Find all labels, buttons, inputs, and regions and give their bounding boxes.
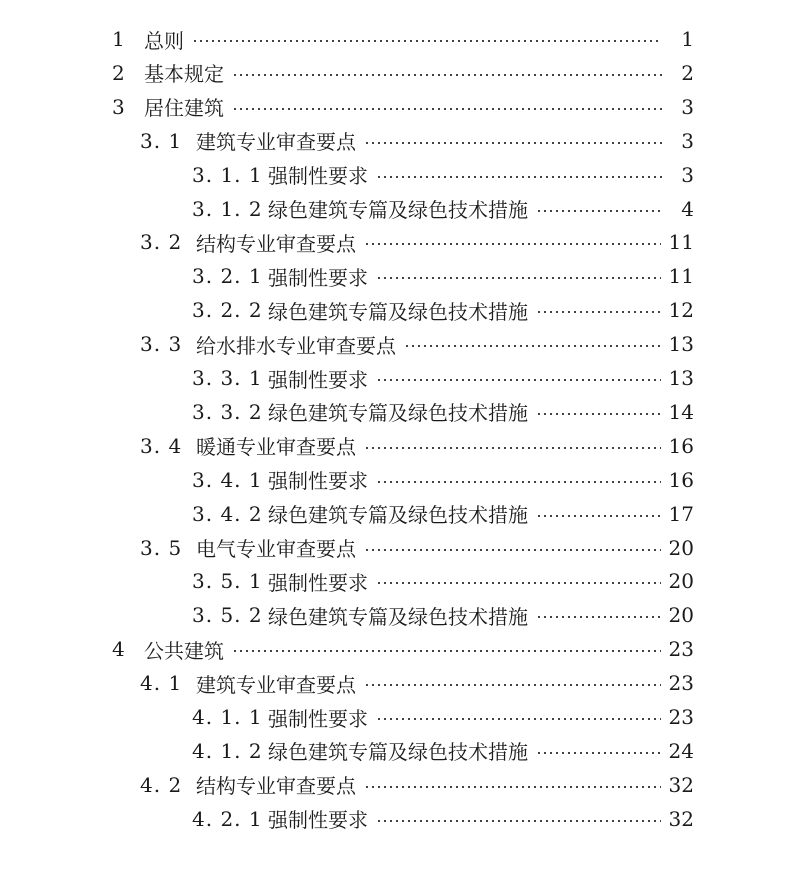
toc-entry-number: 3. 1. 2 <box>192 196 263 221</box>
toc-entry-page: 16 <box>668 467 694 492</box>
toc-entry-title: 强制性要求 <box>268 164 368 189</box>
toc-entry-number: 3. 2. 2 <box>192 298 263 323</box>
dot-leader <box>536 616 661 618</box>
toc-entry-title: 强制性要求 <box>268 706 368 731</box>
toc-entry-title: 绿色建筑专篇及绿色技术措施 <box>268 604 528 629</box>
dot-leader <box>376 379 661 381</box>
toc-entry-number: 3. 5. 1 <box>192 569 263 594</box>
toc-entry[interactable] <box>140 124 694 158</box>
dot-leader <box>536 210 662 212</box>
toc-entry-number: 3. 5. 2 <box>192 603 263 628</box>
toc-entry-number: 4. 2. 1 <box>192 806 263 831</box>
toc-entry-title: 绿色建筑专篇及绿色技术措施 <box>268 503 528 528</box>
toc-entry[interactable] <box>192 497 694 531</box>
dot-leader <box>364 786 661 788</box>
toc-entry-title: 公共建筑 <box>144 638 224 663</box>
toc-entry-page: 3 <box>681 94 694 119</box>
toc-entry-page: 20 <box>668 569 694 594</box>
toc-entry-page: 16 <box>668 433 694 458</box>
dot-leader <box>364 447 661 449</box>
toc-entry[interactable] <box>192 293 694 327</box>
toc-entry-page: 23 <box>668 705 694 729</box>
toc-entry-page: 1 <box>681 27 694 51</box>
toc-entry-page: 12 <box>668 298 694 323</box>
toc-entry-page: 3 <box>681 162 694 187</box>
dot-leader <box>536 311 661 313</box>
toc-entry-title: 基本规定 <box>144 62 224 87</box>
toc-entry-number: 3. 5 <box>140 535 183 560</box>
toc-entry[interactable] <box>192 192 694 226</box>
dot-leader <box>536 752 661 754</box>
toc-entry-title: 绿色建筑专篇及绿色技术措施 <box>268 198 528 222</box>
toc-entry-title: 绿色建筑专篇及绿色技术措施 <box>268 740 528 765</box>
dot-leader <box>376 481 661 483</box>
toc-entry-title: 绿色建筑专篇及绿色技术措施 <box>268 401 528 426</box>
toc-entry-title: 给水排水专业审查要点 <box>196 333 396 358</box>
toc-entry-title: 强制性要求 <box>268 808 368 833</box>
dot-leader <box>192 40 662 42</box>
toc-entry[interactable] <box>192 802 694 836</box>
dot-leader <box>364 684 661 686</box>
toc-entry-page: 14 <box>668 399 694 424</box>
toc-entry-page: 4 <box>681 196 694 221</box>
toc-entry-title: 绿色建筑专篇及绿色技术措施 <box>268 299 528 324</box>
toc-entry-page: 24 <box>668 738 694 763</box>
toc-entry-page: 13 <box>668 332 694 357</box>
toc-entry-number: 3. 4. 2 <box>192 501 263 526</box>
toc-entry-page: 11 <box>668 230 694 255</box>
dot-leader <box>364 549 661 551</box>
toc-entry-number: 3. 3. 2 <box>192 399 263 424</box>
toc-entry[interactable] <box>192 463 694 497</box>
toc-entry[interactable] <box>192 395 694 429</box>
toc-entry-title: 强制性要求 <box>268 367 368 392</box>
toc-entry-number: 3. 3 <box>140 332 183 357</box>
toc-entry-page: 20 <box>668 535 694 560</box>
dot-leader <box>536 413 661 415</box>
toc-entry-page: 2 <box>681 60 694 85</box>
toc-entry-title: 暖通专业审查要点 <box>196 435 356 460</box>
toc-entry[interactable] <box>112 632 694 666</box>
toc-entry-title: 居住建筑 <box>144 96 224 121</box>
toc-entry[interactable] <box>192 734 694 768</box>
toc-entry[interactable] <box>140 225 694 259</box>
dot-leader <box>536 515 661 517</box>
toc-entry[interactable] <box>112 22 694 56</box>
toc-entry[interactable] <box>112 56 694 90</box>
dot-leader <box>376 176 662 178</box>
toc-entry[interactable] <box>192 259 694 293</box>
toc-entry-number: 3. 4. 1 <box>192 467 263 492</box>
toc-entry-number: 3 <box>112 94 126 119</box>
dot-leader <box>376 277 661 279</box>
toc-entry-title: 结构专业审查要点 <box>196 774 356 799</box>
toc-entry-title: 结构专业审查要点 <box>196 231 356 256</box>
toc-entry-page: 13 <box>668 366 694 390</box>
toc-entry-page: 17 <box>668 501 694 526</box>
toc-entry-page: 11 <box>668 264 694 289</box>
toc-entry-number: 3. 3. 1 <box>192 366 263 390</box>
toc-entry[interactable] <box>140 327 694 361</box>
toc-entry-page: 32 <box>668 772 694 797</box>
toc-entry-number: 3. 2 <box>140 230 183 255</box>
dot-leader <box>376 718 661 720</box>
toc-entry-number: 1 <box>112 27 126 51</box>
toc-entry-number: 4 <box>112 637 126 662</box>
toc-entry-title: 电气专业审查要点 <box>196 537 356 561</box>
toc-entry-number: 2 <box>112 60 126 85</box>
dot-leader <box>232 650 661 652</box>
toc-entry[interactable] <box>192 598 694 632</box>
toc-entry-number: 4. 1. 1 <box>192 705 263 729</box>
dot-leader <box>376 582 661 584</box>
toc-entry[interactable] <box>140 531 694 565</box>
dot-leader <box>232 108 662 110</box>
toc-entry-title: 强制性要求 <box>268 265 368 290</box>
toc-entry-title: 强制性要求 <box>268 570 368 595</box>
toc-entry-number: 4. 1 <box>140 671 183 696</box>
toc-entry-number: 4. 1. 2 <box>192 738 263 763</box>
toc-entry[interactable] <box>192 158 694 192</box>
toc-entry-title: 强制性要求 <box>268 469 368 494</box>
toc-entry-title: 建筑专业审查要点 <box>196 672 356 697</box>
toc-entry[interactable] <box>140 768 694 802</box>
toc-entry-page: 3 <box>681 128 694 153</box>
toc-entry-page: 32 <box>668 806 694 831</box>
toc-entry[interactable] <box>140 429 694 463</box>
toc-entry-page: 23 <box>668 671 694 696</box>
dot-leader <box>232 74 662 76</box>
toc-entry[interactable] <box>112 90 694 124</box>
toc-entry-page: 20 <box>668 603 694 628</box>
toc-entry[interactable] <box>192 564 694 598</box>
dot-leader <box>404 345 661 347</box>
toc-entry-number: 3. 1 <box>140 128 183 153</box>
dot-leader <box>364 142 662 144</box>
toc-entry-title: 总则 <box>144 28 184 53</box>
toc-entry[interactable] <box>192 700 694 734</box>
toc-entry-number: 4. 2 <box>140 772 183 797</box>
toc-entry[interactable] <box>140 666 694 700</box>
toc-entry-number: 3. 1. 1 <box>192 162 263 187</box>
dot-leader <box>376 820 661 822</box>
toc-entry-page: 23 <box>668 637 694 662</box>
toc-entry-number: 3. 2. 1 <box>192 264 263 289</box>
toc-entry-title: 建筑专业审查要点 <box>196 130 356 155</box>
dot-leader <box>364 243 661 245</box>
toc-entry[interactable] <box>192 361 694 395</box>
toc-entry-number: 3. 4 <box>140 433 183 458</box>
